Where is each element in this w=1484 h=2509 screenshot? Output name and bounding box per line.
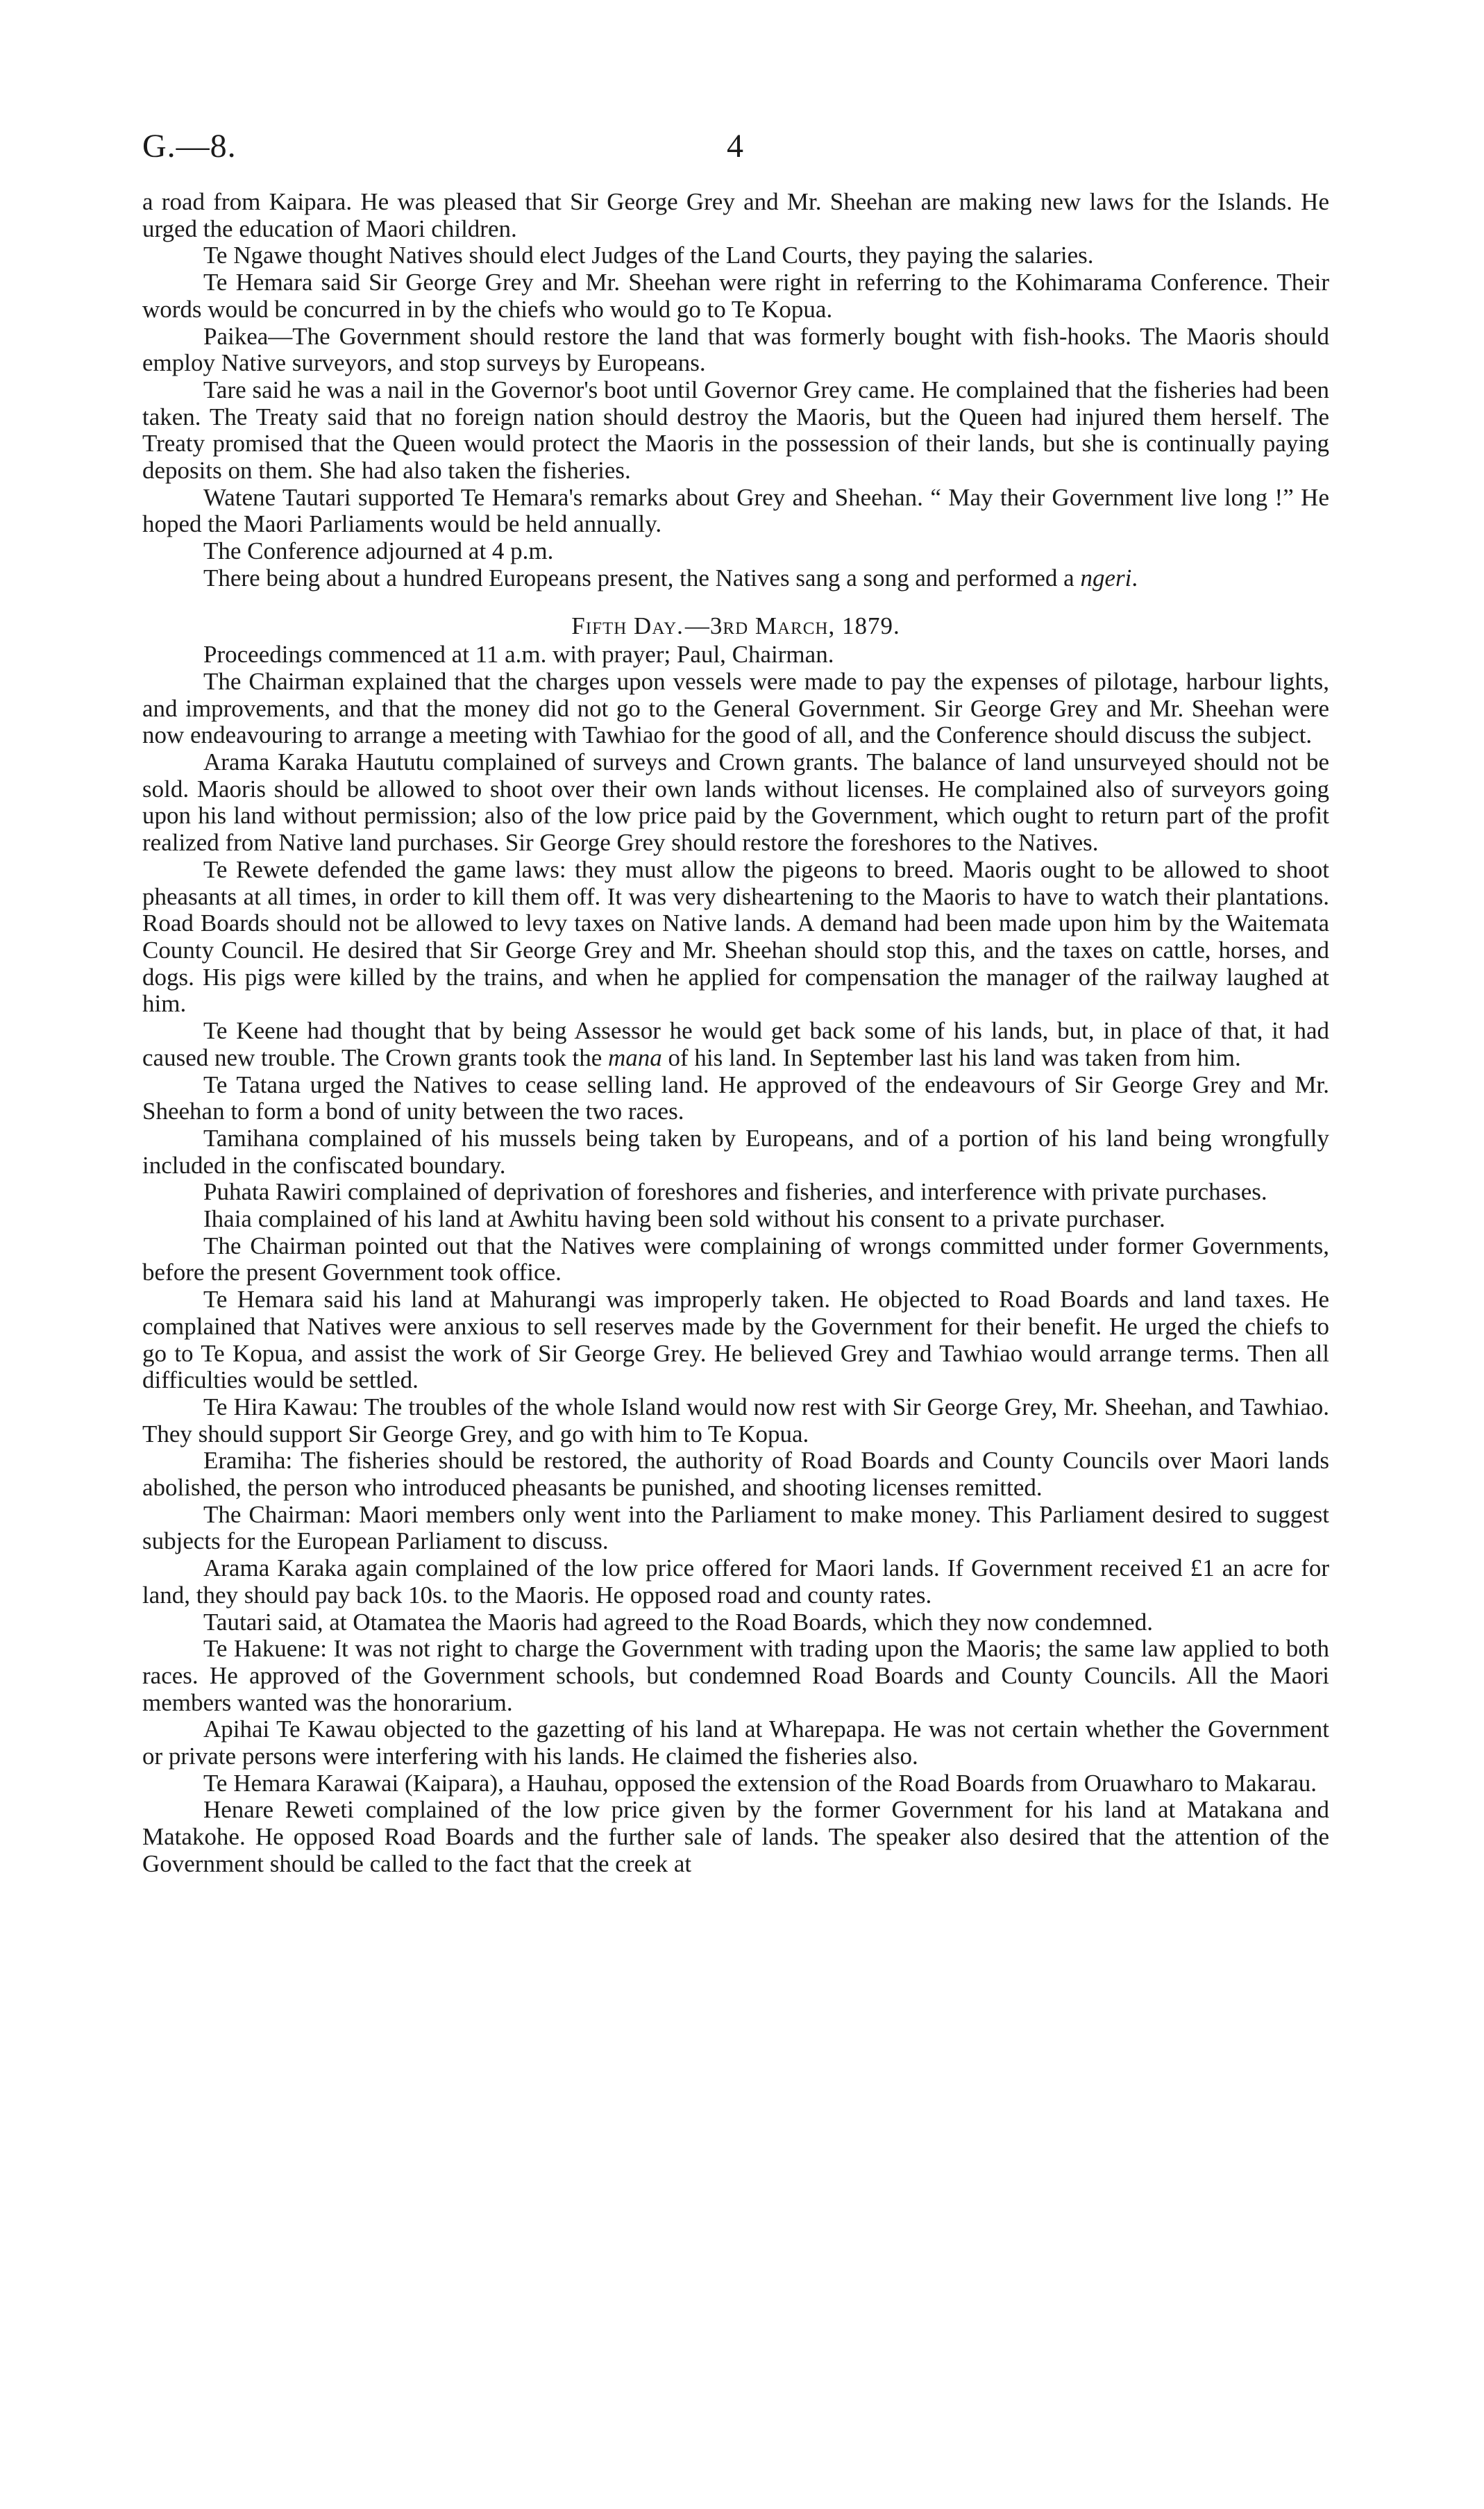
paragraph: Tare said he was a nail in the Governor's boot until Governor Grey came. He complained that the fisheries had been taken. The Treaty said that no foreign nation should destroy the Maoris, but the Queen had injured them herself. The Treaty promised that the Queen would protect the Maoris in the possession of their lands, but she is continually paying deposits on them. She had also taken the fisheries. bbox=[142, 376, 1329, 485]
paragraph: a road from Kaipara. He was pleased that Sir George Grey and Mr. Sheehan are making new laws for the Islands. He urged the education of Maori children. bbox=[142, 188, 1329, 242]
paragraph: Watene Tautari supported Te Hemara's remarks about Grey and Sheehan. “ May their Government live long !” He hoped the Maori Parliaments would be held annually. bbox=[142, 483, 1329, 538]
heading-date: 3rd March, 1879. bbox=[709, 612, 900, 639]
paragraph bbox=[142, 1018, 1329, 1071]
paragraph-text: There being about a hundred Europeans present, the Natives sang a song and performed a bbox=[203, 564, 1074, 591]
paragraph-end: . bbox=[1131, 564, 1138, 591]
paragraph bbox=[142, 565, 1329, 592]
paragraph: Te Rewete defended the game laws: they must allow the pigeons to breed. Maoris ought to be allowed to shoot pheasants at all times, in order to kill them off. It was very disheartening to the Maoris to have to watch their plantations. Road Boards should not be allowed to levy taxes on Native lands. A demand had been made upon him by the Waitemata County Council. He desired that Sir George Grey and Mr. Sheehan should stop this, and the taxes on cattle, horses, and dogs. His pigs were killed by the trains, and when he applied for compensation the manager of the railway laughed at him. bbox=[142, 855, 1329, 1018]
paragraph: Apihai Te Kawau objected to the gazetting of his land at Wharepapa. He was not certain whether the Government or private persons were interfering with his lands. He claimed the fisheries also. bbox=[142, 1715, 1329, 1770]
paragraph: Ihaia complained of his land at Awhitu having been sold without his consent to a private purchaser. bbox=[203, 1205, 1165, 1233]
paragraph: Te Hemara said his land at Mahurangi was improperly taken. He objected to Road Boards and land taxes. He complained that Natives were anxious to sell reserves made by the Government for their benefit. He urged the chiefs to go to Te Kopua, and assist the work of Sir George Grey. He believed Grey and Tawhiao would arrange terms. Then all difficulties would be settled. bbox=[142, 1286, 1329, 1394]
paragraph: Arama Karaka Haututu complained of surveys and Crown grants. The balance of land unsurveyed should not be sold. Maoris should be allowed to shoot over their own lands without licenses. He complained also of surveyors going upon his land without permission; also of the low price paid by the Government, which ought to return part of the profit realized from Native land purchases. Sir George Grey should restore the foreshores to the Natives. bbox=[142, 748, 1329, 857]
paragraph: Proceedings commenced at 11 a.m. with prayer; Paul, Chairman. bbox=[203, 641, 834, 669]
paragraph: Arama Karaka again complained of the low price offered for Maori lands. If Government received £1 an acre for land, they should pay back 10s. to the Maoris. He opposed road and county rates. bbox=[142, 1554, 1329, 1609]
heading-dash: — bbox=[684, 612, 710, 639]
section-heading bbox=[142, 613, 1329, 640]
paragraph: The Conference adjourned at 4 p.m. bbox=[203, 537, 554, 565]
paragraph: The Chairman explained that the charges upon vessels were made to pay the expenses of pilotage, harbour lights, and improvements, and that the money did not go to the General Government. Sir George Grey and Mr. Sheehan were now endeavouring to arrange a meeting with Tawhiao for the good of all, and the Conference should discuss the subject. bbox=[142, 667, 1329, 749]
paragraph: Henare Reweti complained of the low price given by the former Government for his land at Matakana and Matakohe. He opposed Road Boards and the further sale of lands. The speaker also desired that the attention of the Government should be called to the fact that the creek at bbox=[142, 1796, 1329, 1877]
paragraph: The Chairman pointed out that the Natives were complaining of wrongs committed under former Governments, before the present Government took office. bbox=[142, 1232, 1329, 1286]
paragraph-text: of his land. In September last his land was taken from him. bbox=[668, 1043, 1241, 1071]
paragraph: Paikea—The Government should restore the land that was formerly bought with fish-hooks. The Maoris should employ Native surveyors, and stop surveys by Europeans. bbox=[142, 322, 1329, 377]
paragraph: Te Ngawe thought Natives should elect Judges of the Land Courts, they paying the salaries. bbox=[203, 242, 1094, 269]
paragraph: The Chairman: Maori members only went into the Parliament to make money. This Parliament desired to suggest subjects for the European Parliament to discuss. bbox=[142, 1500, 1329, 1555]
italic-term: ngeri bbox=[1080, 564, 1132, 591]
paragraph: Te Hira Kawau: The troubles of the whole Island would now rest with Sir George Grey, Mr. Sheehan, and Tawhiao. They should support Sir George Grey, and go with him to Te Kopua. bbox=[142, 1393, 1329, 1448]
paragraph: Eramiha: The fisheries should be restored, the authority of Road Boards and County Councils over Maori lands abolished, the person who introduced pheasants be punished, and shooting licenses remitted. bbox=[142, 1447, 1329, 1502]
paragraph: Te Hemara Karawai (Kaipara), a Hauhau, opposed the extension of the Road Boards from Oruawharo to Makarau. bbox=[203, 1769, 1317, 1797]
body-text bbox=[142, 189, 1329, 1878]
italic-term: mana bbox=[608, 1043, 662, 1071]
page-number: 4 bbox=[727, 128, 743, 165]
page-header bbox=[142, 127, 1329, 171]
paragraph: Te Hemara said Sir George Grey and Mr. Sheehan were right in referring to the Kohimarama Conference. Their words would be concurred in by the chiefs who would go to Te Kopua. bbox=[142, 269, 1329, 323]
heading-day: Fifth Day. bbox=[571, 612, 684, 639]
paragraph: Te Hakuene: It was not right to charge the Government with trading upon the Maoris; the same law applied to both races. He approved of the Government schools, but condemned Road Boards and County Councils. All the Maori members wanted was the honorarium. bbox=[142, 1635, 1329, 1716]
paragraph: Tautari said, at Otamatea the Maoris had agreed to the Road Boards, which they now condemned. bbox=[203, 1608, 1153, 1636]
document-code: G.—8. bbox=[142, 128, 237, 165]
paragraph: Puhata Rawiri complained of deprivation of foreshores and fisheries, and interference with private purchases. bbox=[203, 1178, 1267, 1206]
paragraph-text: Te Keene had thought that by being Assessor he would get back some of his lands, but, in place of that, it had caused new trouble. The Crown grants took the bbox=[142, 1017, 1329, 1071]
paragraph: Te Tatana urged the Natives to cease selling land. He approved of the endeavours of Sir George Grey and Mr. Sheehan to form a bond of unity between the two races. bbox=[142, 1071, 1329, 1125]
paragraph: Tamihana complained of his mussels being taken by Europeans, and of a portion of his land being wrongfully included in the confiscated boundary. bbox=[142, 1124, 1329, 1179]
